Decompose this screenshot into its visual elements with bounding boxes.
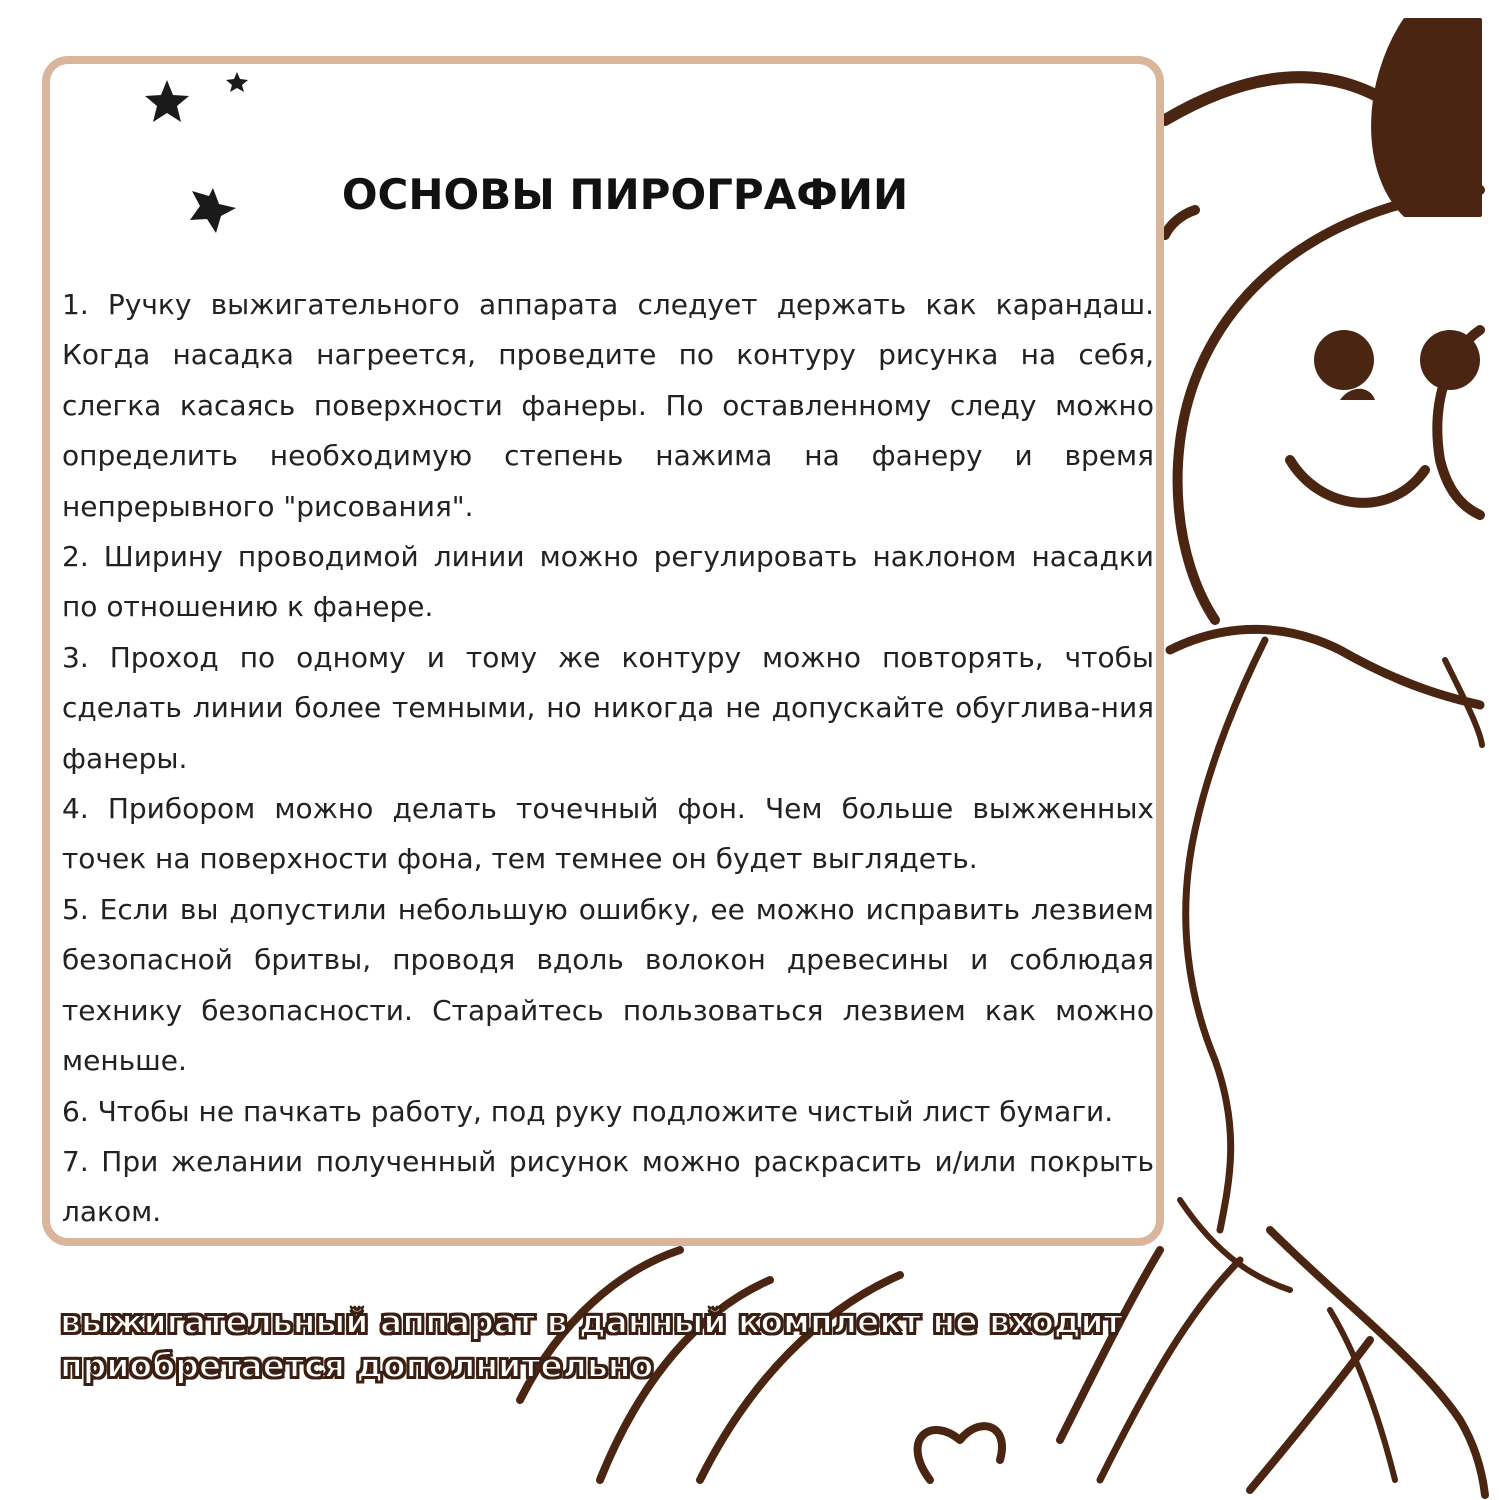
list-item: 6. Чтобы не пачкать работу, под руку подложите чистый лист бумаги. xyxy=(62,1094,1114,1128)
stars-decoration xyxy=(0,0,300,260)
list-item: 5. Если вы допустили небольшую ошибку, ее можно исправить лезвием безопасной бритвы, проводя вдоль волокон древесины и соблюдая технику безопасности. Старайтесь пользоваться лезвием как можно меньше. xyxy=(62,892,1154,1078)
instructions-list xyxy=(62,280,1154,1238)
footer-note-line: приобретается дополнительно xyxy=(60,1346,654,1385)
footer-note xyxy=(60,1300,1360,1388)
list-item: 2. Ширину проводимой линии можно регулировать наклоном насадки по отношению к фанере. xyxy=(62,540,1154,624)
list-item: 3. Проход по одному и тому же контуру можно повторять, чтобы сделать линии более темными, но никогда не допускайте обуглива-ния фанеры. xyxy=(62,640,1154,775)
list-item: 7. При желании полученный рисунок можно раскрасить и/или покрыть лаком. xyxy=(62,1144,1154,1229)
footer-note-line: выжигательный аппарат в данный комплект не входит xyxy=(60,1302,1123,1341)
list-item: 4. Прибором можно делать точечный фон. Чем больше выжженных точек на поверхности фона, тем темнее он будет выглядеть. xyxy=(62,792,1154,876)
page-title: ОСНОВЫ ПИРОГРАФИИ xyxy=(341,170,909,219)
star-icon xyxy=(226,72,248,92)
star-icon xyxy=(145,80,189,122)
list-item: 1. Ручку выжигательного аппарата следует держать как карандаш. Когда насадка нагреется, проведите по контуру рисунка на себя, слегка касаясь поверхности фанеры. По оставленному следу можно определить необходимую степень нажима на фанеру и время непрерывного "рисования". xyxy=(62,288,1154,523)
